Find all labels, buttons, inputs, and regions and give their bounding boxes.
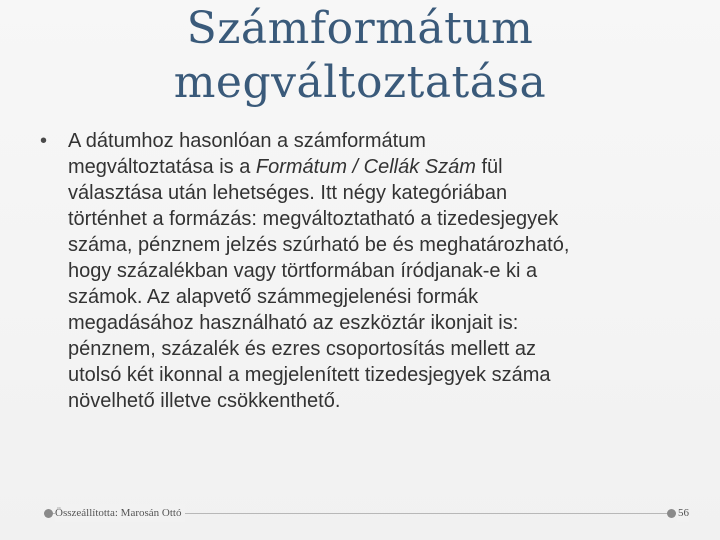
slide-body <box>40 128 690 414</box>
footer-right-dot-icon <box>667 509 676 518</box>
bullet-line-9: pénznem, százalék és ezres csoportosítás mellett az <box>68 338 536 360</box>
slide-footer <box>0 500 720 530</box>
bullet-text <box>68 128 690 414</box>
bullet-line-2 <box>68 154 690 180</box>
bullet-line-2-italic: Formátum / Cellák Szám <box>255 156 476 178</box>
bullet-line-1: A dátumhoz hasonlóan a számformátum <box>68 130 426 152</box>
bullet-line-11: növelhető illetve csökkenthető. <box>68 390 341 412</box>
slide-title-line-1: Számformátum <box>186 3 534 54</box>
bullet-line-10: utolsó két ikonnal a megjelenített tizedesjegyek száma <box>68 364 551 386</box>
bullet-line-4: történhet a formázás: megváltoztatható a tizedesjegyek <box>68 208 559 230</box>
footer-author: Összeállította: Marosán Ottó <box>55 504 185 522</box>
slide-title <box>110 2 610 110</box>
bullet-line-5: száma, pénznem jelzés szúrható be és meghatározható, <box>68 234 570 256</box>
bullet-line-3: választása után lehetséges. Itt négy kategóriában <box>68 182 508 204</box>
page-number: 56 <box>677 504 689 522</box>
slide-title-line-2: megváltoztatása <box>173 57 547 108</box>
bullet-line-2-before: megváltoztatása is a <box>68 156 256 178</box>
bullet-item <box>40 128 690 414</box>
bullet-marker: • <box>40 130 48 152</box>
bullet-line-7: számok. Az alapvető számmegjelenési formák <box>68 286 479 308</box>
bullet-line-6: hogy százalékban vagy törtformában íródjanak-e ki a <box>68 260 538 282</box>
footer-left-dot-icon <box>44 509 53 518</box>
bullet-line-8: megadásához használható az eszköztár ikonjait is: <box>68 312 519 334</box>
bullet-line-2-after: fül <box>475 156 503 178</box>
